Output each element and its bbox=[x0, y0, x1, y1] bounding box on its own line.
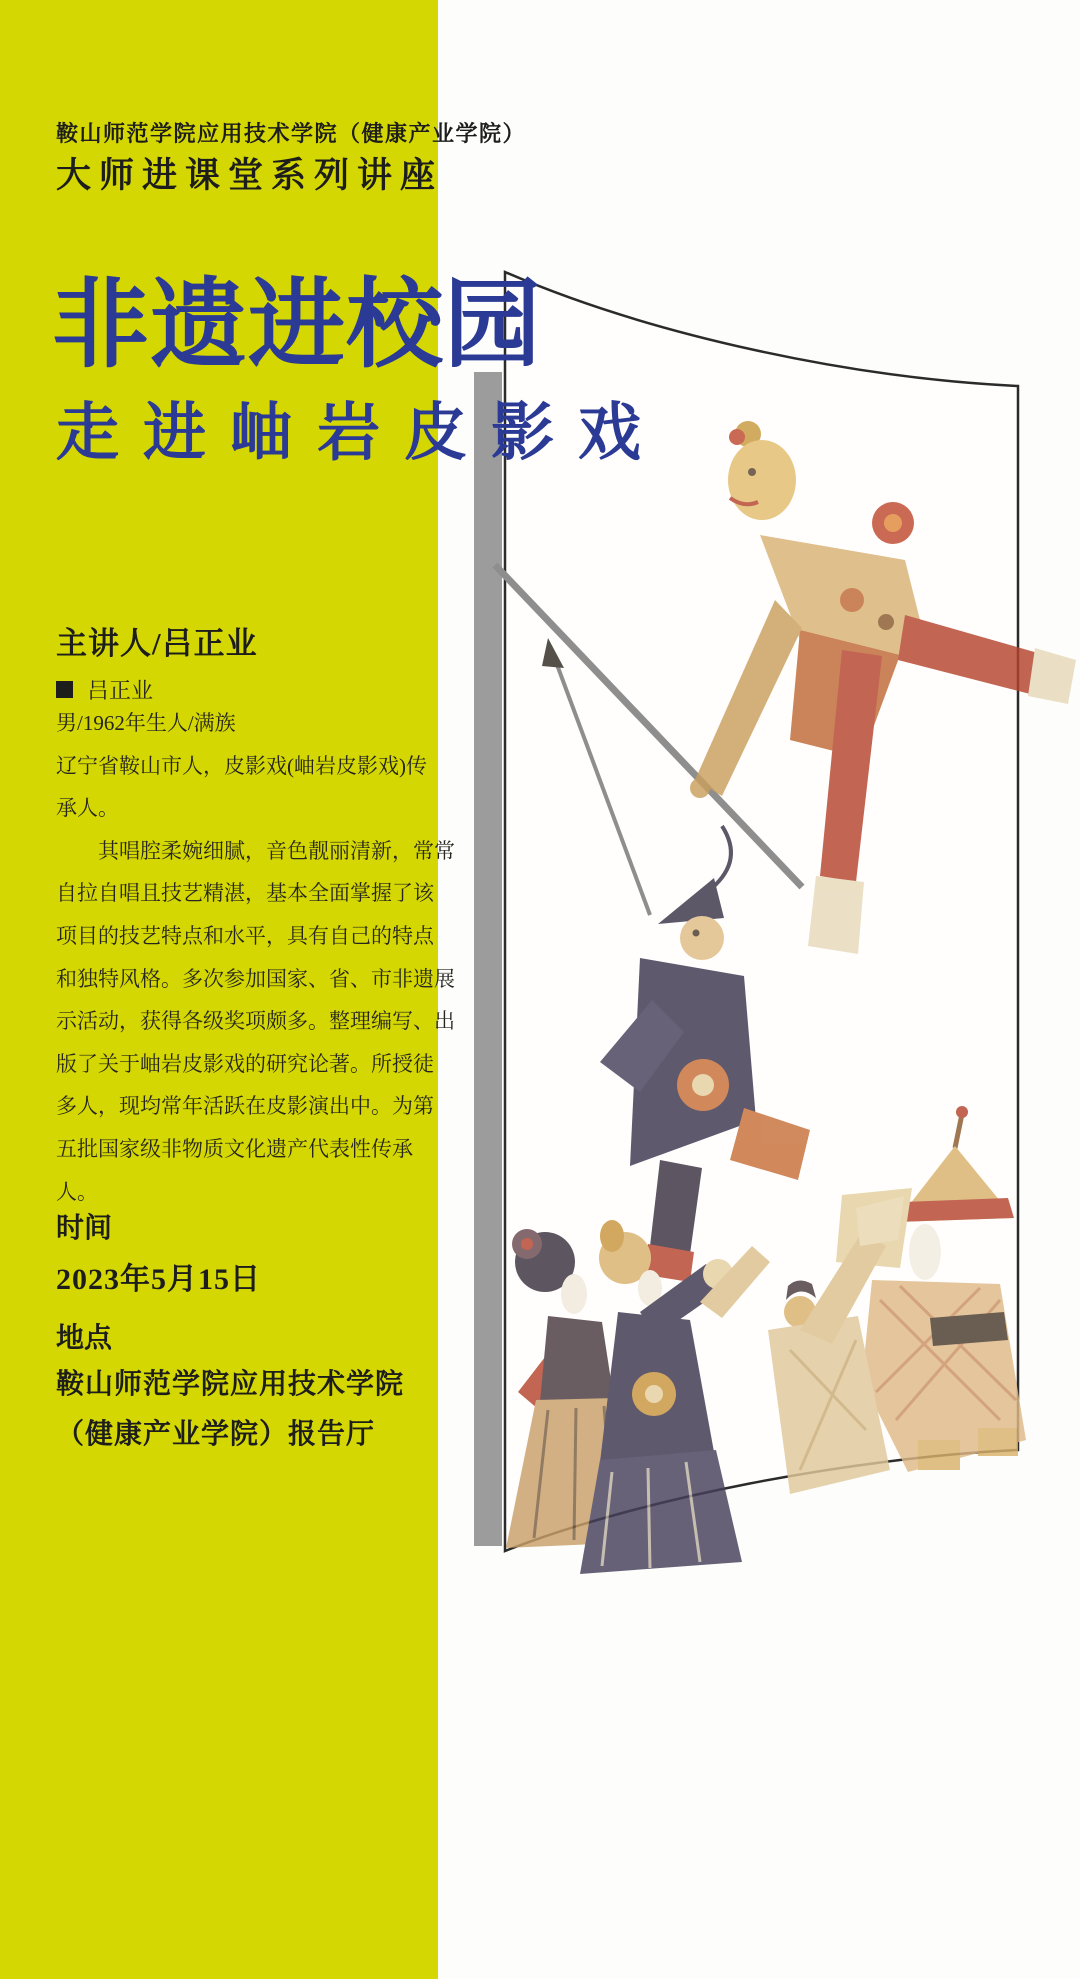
time-label: 时间 bbox=[56, 1213, 113, 1244]
speaker-bio bbox=[56, 702, 455, 1213]
speaker-name: 吕正业 bbox=[87, 678, 154, 703]
poster-title: 非遗进校园 bbox=[52, 270, 542, 379]
place-label: 地点 bbox=[56, 1323, 113, 1354]
bio-line: 版了关于岫岩皮影戏的研究论著。所授徒 bbox=[56, 1051, 434, 1076]
speaker-heading: 主讲人/吕正业 bbox=[56, 626, 258, 661]
lecture-series-line: 大师进课堂系列讲座 bbox=[56, 156, 444, 195]
bullet-square-icon bbox=[56, 681, 73, 698]
bio-line: 其唱腔柔婉细腻，音色靓丽清新，常常 bbox=[56, 838, 455, 863]
screen-pole bbox=[474, 372, 502, 1546]
bio-line: 五批国家级非物质文化遗产代表性传承 bbox=[56, 1136, 413, 1161]
bio-line: 示活动，获得各级奖项颇多。整理编写、出 bbox=[56, 1009, 455, 1034]
poster-subtitle: 走进岫岩皮影戏 bbox=[56, 398, 665, 468]
place-line2: （健康产业学院）报告厅 bbox=[56, 1419, 376, 1450]
speaker-name-line bbox=[56, 674, 153, 705]
bio-line: 项目的技艺特点和水平，具有自己的特点 bbox=[56, 923, 434, 948]
time-value: 2023年5月15日 bbox=[56, 1263, 261, 1296]
bio-line: 多人，现均常年活跃在皮影演出中。为第 bbox=[56, 1094, 434, 1119]
bio-line: 自拉自唱且技艺精湛，基本全面掌握了该 bbox=[56, 881, 434, 906]
bio-line: 人。 bbox=[56, 1179, 98, 1204]
bio-line: 辽宁省鞍山市人，皮影戏(岫岩皮影戏)传 bbox=[56, 753, 427, 778]
bio-line: 承人。 bbox=[56, 796, 119, 821]
bio-line: 男/1962年生人/满族 bbox=[56, 711, 236, 735]
place-line1: 鞍山师范学院应用技术学院 bbox=[56, 1369, 405, 1400]
bio-line: 和独特风格。多次参加国家、省、市非遗展 bbox=[56, 966, 455, 991]
organization-line: 鞍山师范学院应用技术学院（健康产业学院） bbox=[56, 121, 527, 146]
